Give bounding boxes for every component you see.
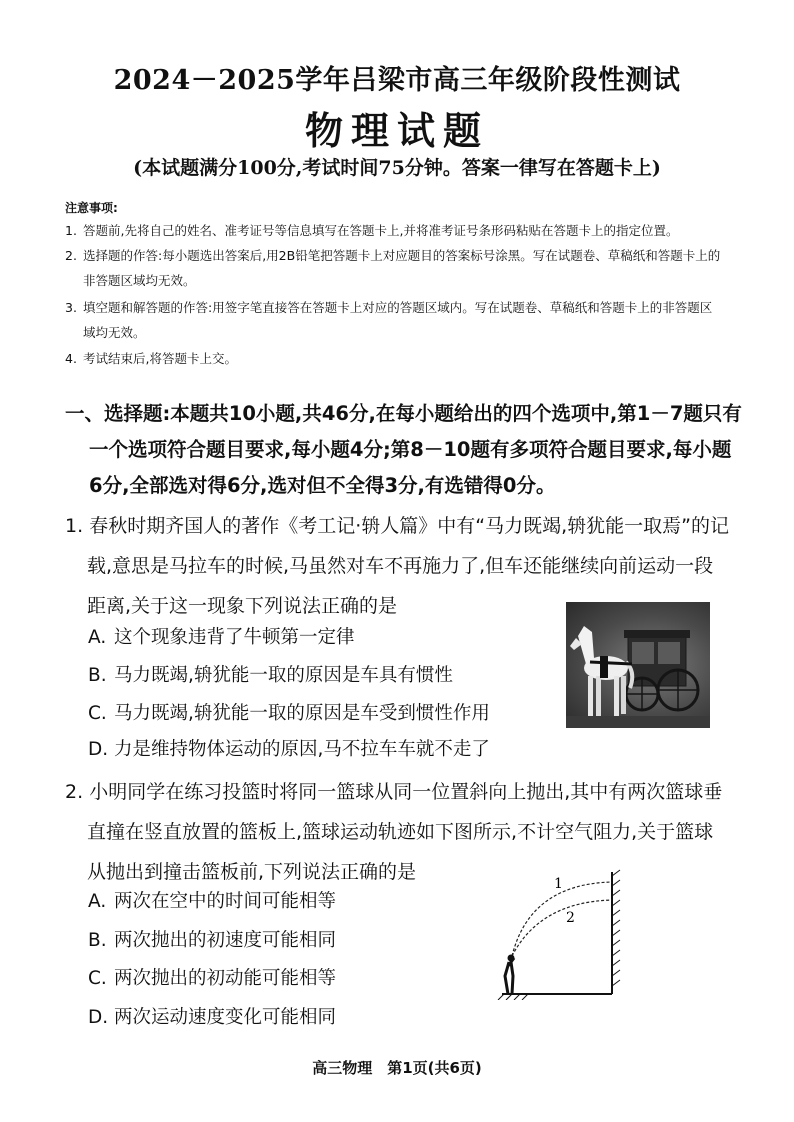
notice-num: 4.: [65, 351, 77, 366]
question-2-option-b: [88, 929, 336, 953]
horse-carriage-photo: [566, 602, 710, 728]
notice-text: 选择题的作答:每小题选出答案后,用2B铅笔把答题卡上对应题目的答案标号涂黑。写在试题卷、草稿纸和答题卡上的: [83, 248, 721, 263]
question-line: 载,意思是马拉车的时候,马虽然对车不再施力了,但车还能继续向前运动一段: [87, 555, 714, 577]
exam-title: 2024－2025学年吕梁市高三年级阶段性测试: [113, 65, 681, 96]
notice-item-4: [65, 346, 755, 371]
notice-item-1: [65, 218, 755, 243]
option-letter: D.: [88, 1007, 109, 1028]
question-2-option-d: [88, 1006, 336, 1030]
notice-item-3: [65, 295, 755, 345]
exam-info: (本试题满分100分,考试时间75分钟。答案一律写在答题卡上): [133, 157, 661, 179]
section-line-1: 一、选择题:本题共10小题,共46分,在每小题给出的四个选项中,第1－7题只有: [65, 402, 742, 425]
player-icon: [505, 955, 515, 995]
question-number: 2.: [65, 781, 84, 803]
question-line: 距离,关于这一现象下列说法正确的是: [87, 595, 398, 617]
section-line-3: 6分,全部选对得6分,选对但不全得3分,有选错得0分。: [89, 474, 556, 497]
option-text: 这个现象违背了牛顿第一定律: [114, 627, 355, 648]
question-line: 春秋时期齐国人的著作《考工记·辀人篇》中有“马力既竭,辀犹能一取焉”的记: [89, 515, 729, 537]
path-label-2: 2: [566, 910, 575, 926]
option-letter: B.: [88, 930, 107, 951]
question-2-option-a: [88, 890, 336, 914]
notice-num: 1.: [65, 223, 77, 238]
option-text: 马力既竭,辀犹能一取的原因是车具有惯性: [114, 665, 453, 686]
question-line: 从抛出到撞击篮板前,下列说法正确的是: [87, 861, 417, 883]
trajectory-path-2: [512, 900, 612, 956]
option-letter: B.: [88, 665, 107, 686]
option-text: 两次在空中的时间可能相等: [114, 891, 337, 912]
question-line: 直撞在竖直放置的篮板上,篮球运动轨迹如下图所示,不计空气阻力,关于篮球: [87, 821, 714, 843]
notice-text-cont: 域均无效。: [83, 325, 146, 340]
notice-item-2: [65, 243, 755, 293]
question-1-option-d: [88, 738, 490, 762]
question-2-option-c: [88, 967, 336, 991]
notice-text: 答题前,先将自己的姓名、准考证号等信息填写在答题卡上,并将准考证号条形码粘贴在答题卡上的指定位置。: [83, 223, 679, 238]
question-line: 小明同学在练习投篮时将同一篮球从同一位置斜向上抛出,其中有两次篮球垂: [89, 781, 723, 803]
section-heading: [65, 396, 745, 504]
subject-title: 物理试题: [304, 108, 489, 153]
option-letter: C.: [88, 968, 107, 989]
page-footer: 高三物理 第1页(共6页): [312, 1059, 482, 1077]
trajectory-figure: [490, 866, 630, 1000]
section-line-2: 一个选项符合题目要求,每小题4分;第8－10题有多项符合题目要求,每小题: [89, 438, 732, 461]
question-1-option-b: [88, 664, 453, 688]
trajectory-path-1: [512, 882, 612, 956]
option-letter: D.: [88, 739, 109, 760]
option-letter: A.: [88, 891, 107, 912]
notice-num: 3.: [65, 300, 77, 315]
question-1-option-a: [88, 626, 355, 650]
option-text: 两次抛出的初速度可能相同: [114, 930, 337, 951]
notice-num: 2.: [65, 248, 77, 263]
option-text: 马力既竭,辀犹能一取的原因是车受到惯性作用: [114, 703, 490, 724]
question-1-option-c: [88, 702, 490, 726]
notice-text-cont: 非答题区域均无效。: [83, 273, 196, 288]
notice-title: 注意事项:: [65, 201, 118, 215]
notice-text: 考试结束后,将答题卡上交。: [83, 351, 237, 366]
notice-text: 填空题和解答题的作答:用签字笔直接答在答题卡上对应的答题区域内。写在试题卷、草稿纸和答题卡上的非答题区: [83, 300, 713, 315]
question-number: 1.: [65, 515, 84, 537]
wall-hatching: [612, 870, 620, 986]
path-label-1: 1: [554, 876, 563, 892]
question-2-stem: [65, 772, 755, 892]
option-text: 力是维持物体运动的原因,马不拉车车就不走了: [114, 739, 490, 760]
option-text: 两次运动速度变化可能相同: [114, 1007, 337, 1028]
horse-carriage-illustration: [566, 602, 710, 728]
option-text: 两次抛出的初动能可能相等: [114, 968, 337, 989]
option-letter: A.: [88, 627, 107, 648]
option-letter: C.: [88, 703, 107, 724]
